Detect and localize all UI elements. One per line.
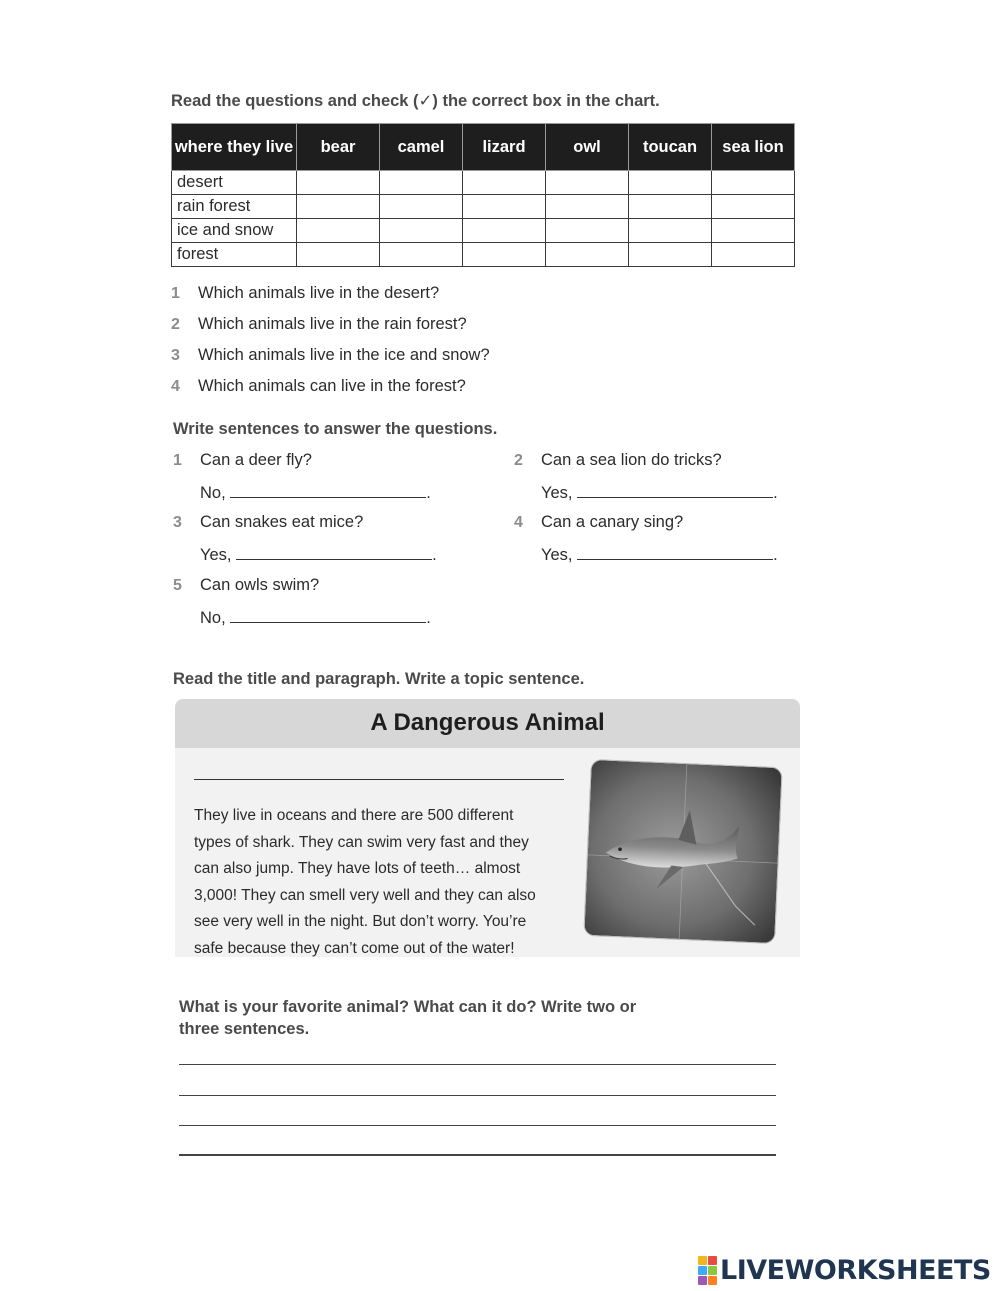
checkbox-rain-forest-owl[interactable]: [546, 195, 629, 219]
checkbox-rain-forest-toucan[interactable]: [629, 195, 712, 219]
checkbox-desert-bear[interactable]: [297, 171, 380, 195]
item-number: 1: [173, 452, 182, 469]
answer-blank[interactable]: [230, 608, 426, 623]
writing-line[interactable]: [179, 1125, 776, 1126]
favorite-animal-instruction: [179, 996, 636, 1040]
paragraph-line: safe because they can’t come out of the water!: [194, 939, 515, 957]
header-lizard: lizard: [463, 124, 546, 171]
logo-square: [698, 1276, 707, 1285]
item-number: 3: [173, 514, 182, 531]
logo-square: [708, 1266, 717, 1275]
header-camel: camel: [380, 124, 463, 171]
instruction-line: three sentences.: [179, 1020, 310, 1038]
checkbox-desert-camel[interactable]: [380, 171, 463, 195]
checkbox-ice-bear[interactable]: [297, 219, 380, 243]
answer-start: No,: [200, 609, 226, 627]
row-label-desert: desert: [172, 171, 297, 195]
answer-blank[interactable]: [230, 483, 426, 498]
answer-blank[interactable]: [577, 483, 773, 498]
checkbox-forest-camel[interactable]: [380, 243, 463, 267]
sentences-instruction: Write sentences to answer the questions.: [173, 420, 498, 438]
shark-photo: [584, 760, 781, 943]
logo-square: [698, 1256, 707, 1265]
chart-row-ice-and-snow: [172, 219, 795, 243]
checkbox-forest-sea-lion[interactable]: [712, 243, 795, 267]
checkbox-forest-toucan[interactable]: [629, 243, 712, 267]
question-number: 1: [171, 285, 180, 302]
question-number: 4: [171, 378, 180, 395]
question-text: Which animals live in the rain forest?: [198, 315, 467, 333]
answer-start: Yes,: [200, 546, 232, 564]
answer-line: Yes, .: [541, 484, 778, 502]
answer-blank[interactable]: [236, 545, 432, 560]
question-number: 2: [171, 316, 180, 333]
logo-square: [698, 1266, 707, 1275]
checkbox-forest-owl[interactable]: [546, 243, 629, 267]
topic-sentence-blank[interactable]: [194, 779, 564, 780]
chart-instruction: Read the questions and check (✓) the correct box in the chart.: [171, 92, 660, 110]
item-number: 2: [514, 452, 523, 469]
checkbox-desert-sea-lion[interactable]: [712, 171, 795, 195]
paragraph-line: can also jump. They have lots of teeth… almost: [194, 860, 521, 878]
question-text: Which animals can live in the forest?: [198, 377, 466, 395]
question-text: Which animals live in the desert?: [198, 284, 440, 302]
liveworksheets-logo: [698, 1256, 991, 1284]
item-number: 4: [514, 514, 523, 531]
chart-row-desert: [172, 171, 795, 195]
instruction-line: What is your favorite animal? What can it do? Write two or: [179, 998, 637, 1016]
answer-start: Yes,: [541, 546, 573, 564]
header-owl: owl: [546, 124, 629, 171]
answer-line: No, .: [200, 484, 431, 502]
paragraph-line: types of shark. They can swim very fast and they: [194, 833, 529, 851]
answer-blank[interactable]: [577, 545, 773, 560]
animal-habitat-chart: [171, 123, 795, 267]
checkbox-forest-bear[interactable]: [297, 243, 380, 267]
chart-row-forest: [172, 243, 795, 267]
writing-line[interactable]: [179, 1095, 776, 1096]
checkbox-rain-forest-lizard[interactable]: [463, 195, 546, 219]
paragraph-line: They live in oceans and there are 500 different: [194, 807, 514, 824]
item-question: Can snakes eat mice?: [200, 513, 364, 531]
item-number: 5: [173, 577, 182, 594]
logo-square: [708, 1256, 717, 1265]
answer-line: Yes, .: [200, 546, 437, 564]
chart-row-rain-forest: [172, 195, 795, 219]
row-label-forest: forest: [172, 243, 297, 267]
answer-line: Yes, .: [541, 546, 778, 564]
chart-header-row: [172, 124, 795, 171]
checkbox-forest-lizard[interactable]: [463, 243, 546, 267]
writing-line[interactable]: [179, 1154, 776, 1156]
answer-start: No,: [200, 484, 226, 502]
answer-line: No, .: [200, 609, 431, 627]
header-bear: bear: [297, 124, 380, 171]
checkbox-ice-camel[interactable]: [380, 219, 463, 243]
question-text: Which animals live in the ice and snow?: [198, 346, 490, 364]
checkbox-ice-owl[interactable]: [546, 219, 629, 243]
header-sea-lion: sea lion: [712, 124, 795, 171]
question-number: 3: [171, 347, 180, 364]
item-question: Can a canary sing?: [541, 513, 684, 531]
header-where-they-live: where they live: [172, 124, 297, 171]
answer-start: Yes,: [541, 484, 573, 502]
checkbox-ice-toucan[interactable]: [629, 219, 712, 243]
item-question: Can a deer fly?: [200, 451, 312, 469]
checkbox-desert-owl[interactable]: [546, 171, 629, 195]
checkbox-rain-forest-sea-lion[interactable]: [712, 195, 795, 219]
writing-line[interactable]: [179, 1064, 776, 1065]
item-question: Can a sea lion do tricks?: [541, 451, 722, 469]
item-question: Can owls swim?: [200, 576, 320, 594]
paragraph-line: see very well in the night. But don’t worry. You’re: [194, 913, 527, 931]
logo-text: LIVEWORKSHEETS: [720, 1254, 991, 1286]
shark-image: [584, 760, 781, 943]
shark-paragraph: [194, 803, 569, 957]
checkbox-desert-lizard[interactable]: [463, 171, 546, 195]
dangerous-animal-box: [175, 699, 800, 957]
checkbox-desert-toucan[interactable]: [629, 171, 712, 195]
logo-square: [708, 1276, 717, 1285]
checkbox-rain-forest-camel[interactable]: [380, 195, 463, 219]
paragraph-line: 3,000! They can smell very well and they can also: [194, 886, 536, 904]
checkbox-ice-lizard[interactable]: [463, 219, 546, 243]
logo-mark-icon: [698, 1256, 717, 1285]
row-label-ice-and-snow: ice and snow: [172, 219, 297, 243]
box-title: A Dangerous Animal: [370, 709, 605, 736]
checkbox-rain-forest-bear[interactable]: [297, 195, 380, 219]
topic-instruction: Read the title and paragraph. Write a topic sentence.: [173, 670, 585, 688]
row-label-rain-forest: rain forest: [172, 195, 297, 219]
checkbox-ice-sea-lion[interactable]: [712, 219, 795, 243]
header-toucan: toucan: [629, 124, 712, 171]
